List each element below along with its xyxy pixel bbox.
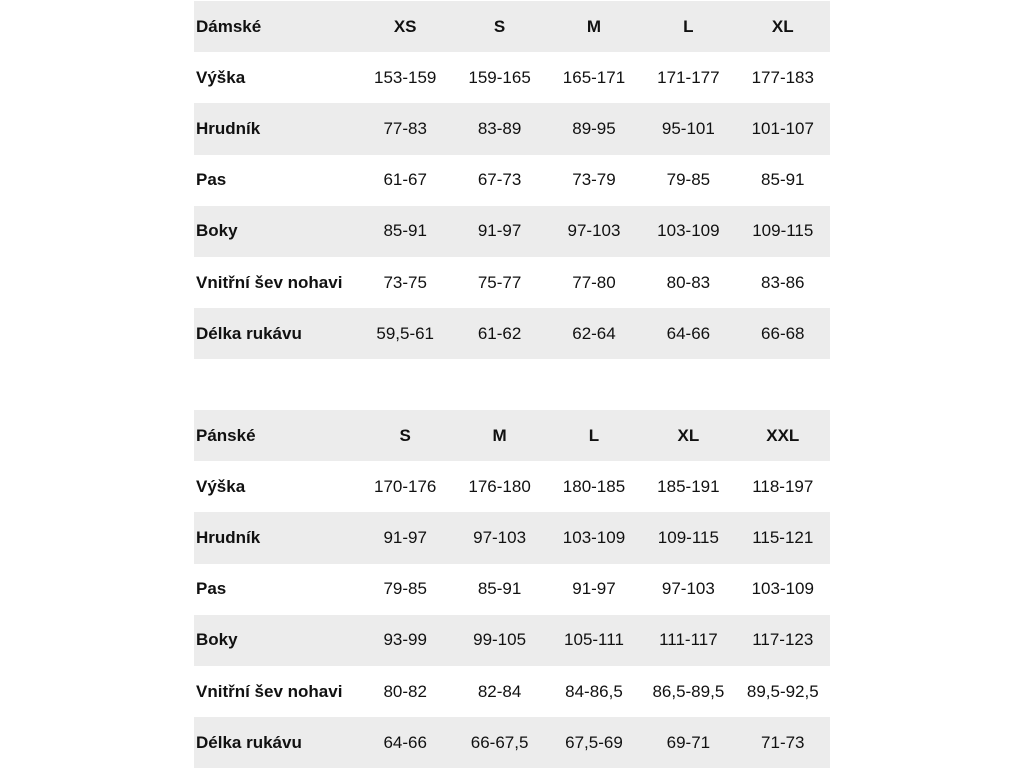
table-cell: 67-73 [477,170,522,190]
table-row [194,103,830,154]
table-cell: 165-171 [562,67,626,87]
table-cell: 103-109 [562,527,626,547]
table-cell: 115-121 [752,527,814,547]
table-cell: 170-176 [374,476,437,496]
table-cell: 67,5-69 [565,732,623,752]
table-cell: 79-85 [666,170,711,190]
row-label: Pas [196,170,227,190]
table-cell: 180-185 [562,476,626,496]
row-label: Délka rukávu [196,732,302,752]
row-label: Výška [196,67,246,87]
table-cell: 64-66 [666,323,711,343]
table-cell: 159-165 [468,67,531,87]
table-cell: 80-82 [383,681,427,701]
table-cell: 171-177 [657,67,720,87]
table-cell: 66-67,5 [470,732,529,752]
table-cell: 73-75 [383,272,427,292]
size-header: M [492,425,507,445]
table-cell: 109-115 [657,527,719,547]
row-label: Boky [196,630,238,650]
size-header: L [683,16,694,36]
table-cell: 99-105 [473,630,527,650]
table-cell: 89,5-92,5 [746,681,819,701]
table-cell: 69-71 [666,732,711,752]
table-cell: 185-191 [657,476,720,496]
table-cell: 117-123 [752,630,814,650]
size-header: M [586,16,602,36]
table-cell: 64-66 [383,732,427,752]
table-row [194,615,830,666]
table-cell: 83-89 [477,118,522,138]
size-header: XXL [766,425,800,445]
table-cell: 97-103 [473,527,527,547]
row-label: Vnitřní šev nohavi [196,272,343,292]
table-row [194,155,830,206]
row-label: Výška [196,476,246,496]
table-cell: 62-64 [572,323,616,343]
table-header-row [194,410,830,461]
table-cell: 73-79 [572,170,616,190]
table-cell: 103-109 [751,579,814,599]
table-cell: 177-183 [751,67,814,87]
table-cell: 97-103 [661,579,715,599]
size-header: L [588,425,600,445]
row-label: Vnitřní šev nohavi [196,681,343,701]
table-row [194,666,830,717]
table-cell: 89-95 [572,118,616,138]
size-header: XS [393,16,417,36]
table-cell: 66-68 [761,323,805,343]
table-cell: 111-117 [659,630,718,650]
table-cell: 176-180 [468,476,531,496]
table-cell: 91-97 [477,221,522,241]
table-cell: 118-197 [752,476,814,496]
table-row [194,717,830,768]
table-cell: 93-99 [383,630,427,650]
table-cell: 83-86 [761,272,805,292]
table-row [194,461,830,512]
table-cell: 59,5-61 [376,323,435,343]
table-cell: 71-73 [761,732,805,752]
size-header: XL [677,425,700,445]
table-cell: 105-111 [564,630,624,650]
size-header: S [493,16,506,36]
table-cell: 153-159 [374,67,437,87]
table-title: Dámské [196,16,262,36]
table-cell: 91-97 [572,579,616,599]
women-size-table [194,1,830,359]
table-cell: 82-84 [477,681,522,701]
table-cell: 103-109 [657,221,720,241]
row-label: Hrudník [196,118,261,138]
table-cell: 95-101 [661,118,715,138]
table-cell: 85-91 [761,170,805,190]
table-cell: 85-91 [477,579,522,599]
table-title: Pánské [196,425,256,445]
table-row [194,512,830,563]
table-cell: 61-67 [383,170,427,190]
table-row [194,206,830,257]
size-header: XL [771,16,794,36]
row-label: Pas [196,579,227,599]
table-row [194,308,830,359]
men-size-table [194,410,830,768]
row-label: Délka rukávu [196,323,302,343]
table-cell: 77-83 [383,118,427,138]
table-cell: 77-80 [572,272,616,292]
size-header: S [399,425,411,445]
table-row [194,257,830,308]
table-cell: 84-86,5 [565,681,623,701]
row-label: Boky [196,221,238,241]
row-label: Hrudník [196,527,261,547]
table-cell: 109-115 [752,221,814,241]
table-cell: 101-107 [751,118,814,138]
table-row [194,564,830,615]
table-cell: 91-97 [383,527,427,547]
table-cell: 79-85 [383,579,427,599]
table-cell: 86,5-89,5 [652,681,725,701]
table-cell: 97-103 [567,221,621,241]
table-row [194,52,830,103]
table-cell: 75-77 [477,272,522,292]
table-cell: 61-62 [477,323,522,343]
table-cell: 85-91 [383,221,427,241]
table-header-row [194,1,830,52]
table-cell: 80-83 [666,272,711,292]
